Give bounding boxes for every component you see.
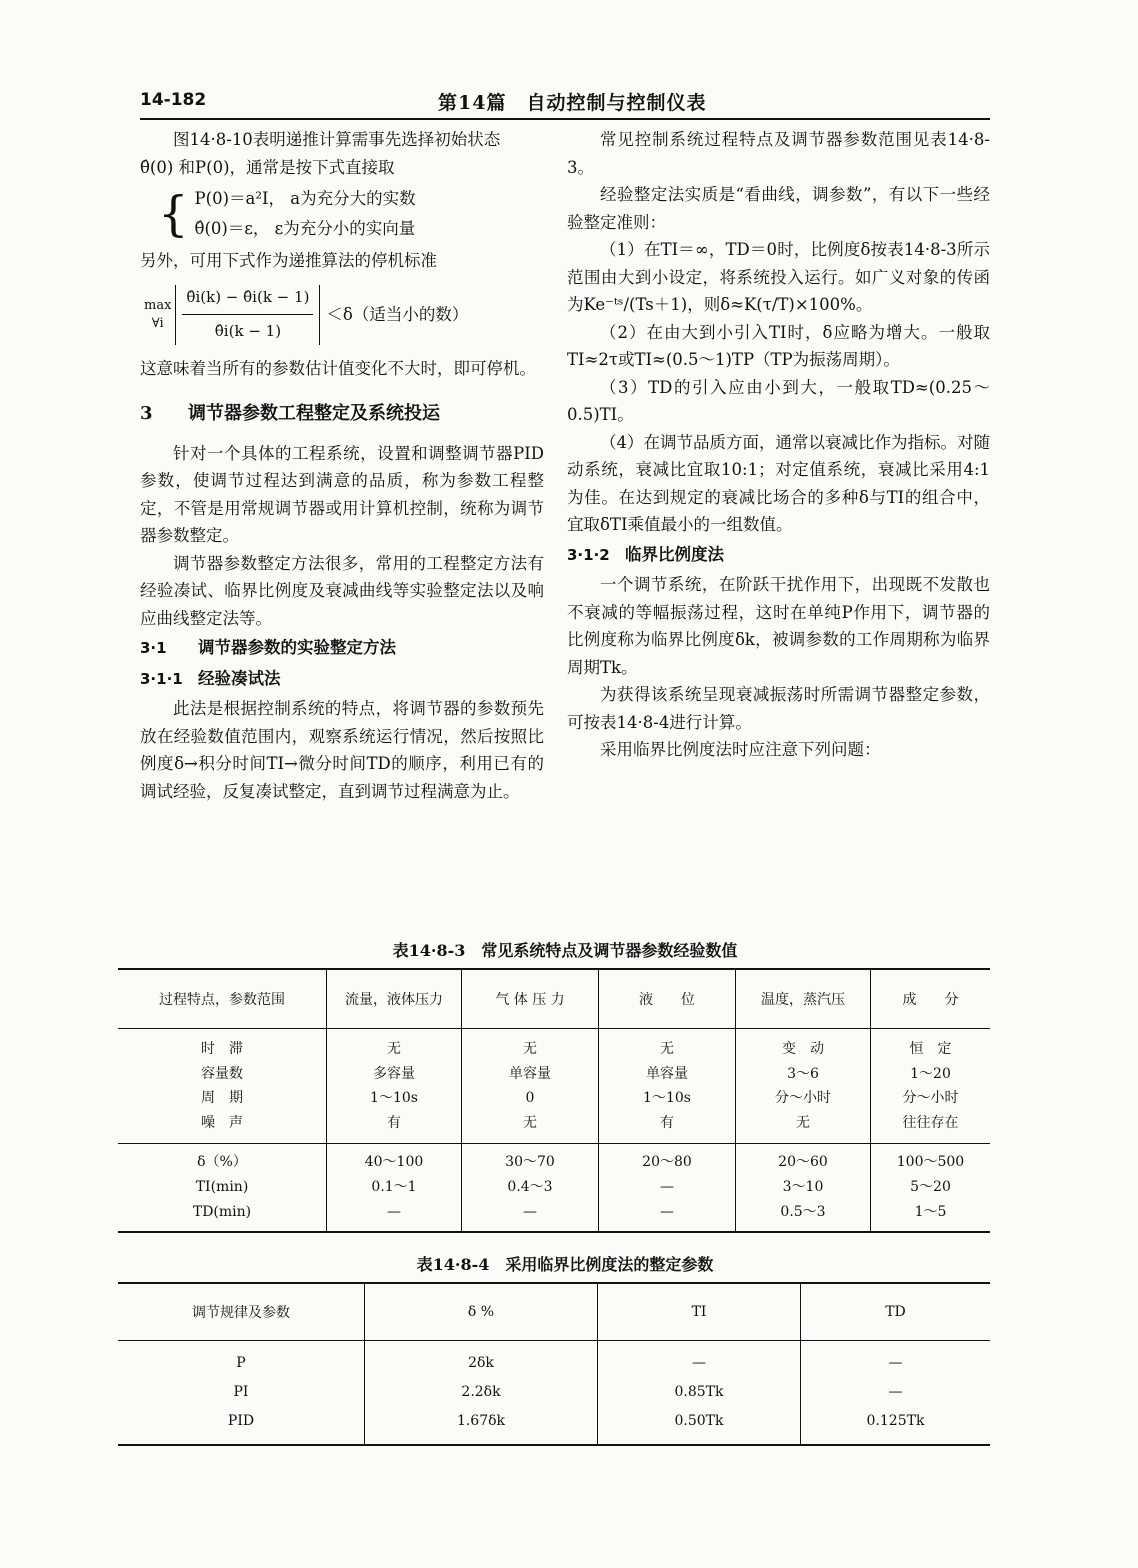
max-operator: max ∀i <box>144 297 172 331</box>
table-cell: 2.2δk <box>365 1378 598 1407</box>
critical-ratio-table <box>118 1282 990 1446</box>
equation: P(0)＝a²I， a为充分大的实数 <box>194 189 416 208</box>
right-column <box>567 126 990 764</box>
column-header: 过程特点，参数范围 <box>118 969 327 1029</box>
table-cell: 30～70 0.4～3 — <box>462 1144 599 1233</box>
paragraph: 调节器参数整定方法很多，常用的工程整定方法有经验凑试、临界比例度及衰减曲线等实验整定法以及响应曲线整定法等。 <box>140 553 544 628</box>
subsection-heading: 3·1·1 经验凑试法 <box>140 668 281 688</box>
paragraph: 一个调节系统，在阶跃干扰作用下，出现既不发散也不衰减的等幅振荡过程，这时在单纯P作用下，调节器的比例度称为临界比例度δk，被调参数的工作周期称为临界周期Tk。 <box>567 575 990 677</box>
table-caption: 表14·8-4 采用临界比例度法的整定参数 <box>416 1255 714 1274</box>
table-row <box>118 1407 990 1445</box>
table-row <box>118 1029 990 1144</box>
column-header: 调节规律及参数 <box>118 1283 365 1341</box>
column-header: δ % <box>365 1283 598 1341</box>
rule-item: （3）TD的引入应由小到大，一般取TD≈(0.25～0.5)TI。 <box>567 377 990 424</box>
rule-item: （2）在由大到小引入TI时，δ应略为增大。一般取TI≈2τ或TI≈(0.5～1)TP（TP为振荡周期）。 <box>567 322 990 369</box>
paragraph: 采用临界比例度法时应注意下列问题： <box>600 740 881 759</box>
brace-symbol: { <box>158 186 189 242</box>
paragraph: 常见控制系统过程特点及调节器参数范围见表14·8-3。 <box>567 130 990 177</box>
page-number: 14-182 <box>140 90 207 110</box>
paragraph: 另外，可用下式作为递推算法的停机标准 <box>140 251 437 270</box>
table-cell: 变 动 3～6 分～小时 无 <box>736 1029 871 1144</box>
table-cell: PID <box>227 1413 255 1429</box>
stop-criterion-equation <box>144 283 544 347</box>
table-cell: 40～100 0.1～1 — <box>327 1144 462 1233</box>
inequality-rhs: ＜δ（适当小的数） <box>326 304 469 324</box>
paragraph: θ̂(0) 和P(0)，通常是按下式直接取 <box>140 157 395 177</box>
table-cell: 无 单容量 0 无 <box>462 1029 599 1144</box>
table-cell: 0.85Tk <box>598 1378 801 1407</box>
table-cell: — <box>801 1378 991 1407</box>
rule-item: （1）在TI＝∞，TD＝0时，比例度δ按表14·8-3所示范围由大到小设定，将系统投入运行。如广义对象的传函为Ke⁻ᵗˢ/(Ts＋1)，则δ≈K(τ/T)×100%。 <box>567 240 990 314</box>
table-cell: δ（%） TI(min) TD(min) <box>192 1154 252 1220</box>
table-cell: P <box>236 1355 246 1371</box>
absolute-value <box>175 285 320 345</box>
table-cell: 时 滞 容量数 周 期 噪 声 <box>118 1029 327 1144</box>
table-cell: 100～500 5～20 1～5 <box>871 1144 991 1233</box>
table-cell: 无 多容量 1～10s 有 <box>327 1029 462 1144</box>
paragraph: 此法是根据控制系统的特点，将调节器的参数预先放在经验数值范围内，观察系统运行情况，然后按照比例度δ→积分时间TI→微分时间TD的顺序，利用已有的调试经验，反复凑试整定，直到调节过程满意为止。 <box>140 699 544 801</box>
denominator: θ̂i(k − 1) <box>214 322 282 340</box>
table-row <box>118 1341 990 1379</box>
table-row <box>118 1144 990 1233</box>
parameter-table <box>118 968 990 1233</box>
page-header <box>140 88 990 120</box>
left-column <box>140 126 544 805</box>
paragraph: 这意味着当所有的参数估计值变化不大时，即可停机。 <box>140 358 536 378</box>
table-cell: 20～80 — — <box>599 1144 736 1233</box>
table-cell: 恒 定 1～20 分～小时 往往存在 <box>871 1029 991 1144</box>
table-cell: PI <box>233 1384 249 1400</box>
chapter-title: 第14篇 自动控制与控制仪表 <box>438 92 707 114</box>
equation: θ̂(0)＝ε， ε为充分小的实向量 <box>194 219 416 238</box>
section-heading: 3 调节器参数工程整定及系统投运 <box>140 403 440 424</box>
table-cell: 20～60 3～10 0.5～3 <box>736 1144 871 1233</box>
rule-item: （4）在调节品质方面，通常以衰减比作为指标。对随动系统，衰减比宜取10:1；对定值系统，衰减比采用4:1为佳。在达到规定的衰减比场合的多种δ与TI的组合中，宜取δTI乘值最小的一组数值。 <box>567 432 990 534</box>
column-header: 气 体 压 力 <box>462 969 599 1029</box>
fraction <box>182 284 313 346</box>
column-header: TI <box>598 1283 801 1341</box>
table-cell: 1.67δk <box>365 1407 598 1445</box>
column-header: 温度，蒸汽压 <box>736 969 871 1029</box>
paragraph: 为获得该系统呈现衰减振荡时所需调节器整定参数，可按表14·8-4进行计算。 <box>567 685 990 732</box>
table-cell: 无 单容量 1～10s 有 <box>599 1029 736 1144</box>
table-caption: 表14·8-3 常见系统特点及调节器参数经验数值 <box>392 941 738 960</box>
column-header: 成 分 <box>871 969 991 1029</box>
paragraph: 图14·8-10表明递推计算需事先选择初始状态 <box>173 130 501 149</box>
column-header: TD <box>801 1283 991 1341</box>
column-header: 液 位 <box>599 969 736 1029</box>
table-row <box>118 1378 990 1407</box>
table-cell: 2δk <box>365 1341 598 1379</box>
subsection-heading: 3·1·2 临界比例度法 <box>567 544 724 564</box>
numerator: θ̂i(k) − θ̂i(k − 1) <box>182 284 313 316</box>
table-cell: 0.50Tk <box>598 1407 801 1445</box>
initial-state-equations <box>158 184 544 244</box>
subsection-heading: 3·1 调节器参数的实验整定方法 <box>140 638 396 657</box>
paragraph: 针对一个具体的工程系统，设置和调整调节器PID参数，使调节过程达到满意的品质，称为参数工程整定，不管是用常规调节器或用计算机控制，统称为调节器参数整定。 <box>140 443 544 545</box>
table-cell: — <box>801 1341 991 1379</box>
table-cell: 0.125Tk <box>801 1407 991 1445</box>
paragraph: 经验整定法实质是“看曲线，调参数”，有以下一些经验整定准则： <box>567 185 990 232</box>
table-cell: — <box>598 1341 801 1379</box>
column-header: 流量，液体压力 <box>327 969 462 1029</box>
